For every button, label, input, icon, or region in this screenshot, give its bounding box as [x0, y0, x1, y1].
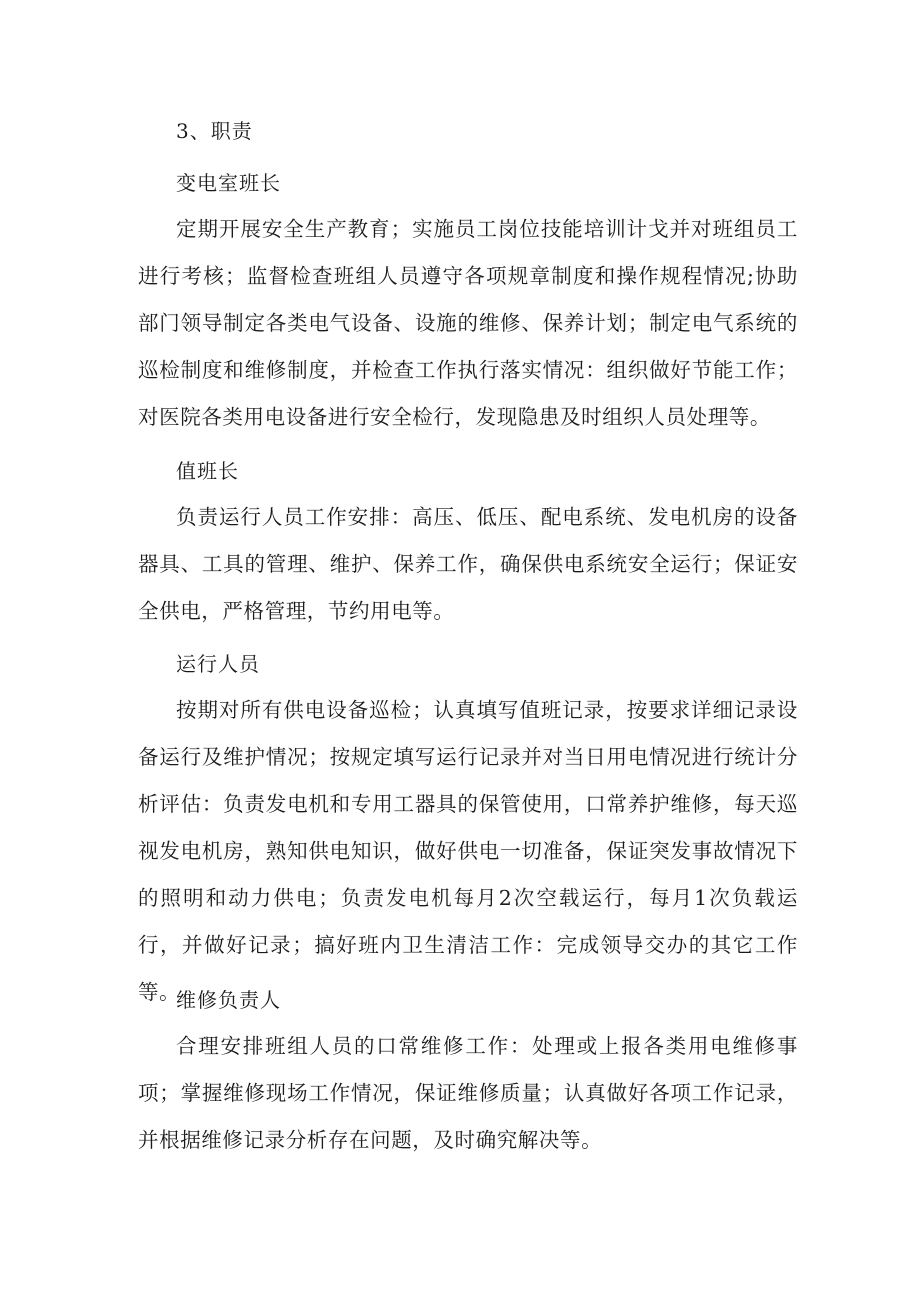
role-title-operators: 运行人员	[176, 652, 260, 676]
role-body-shift-leader: 负责运行人员工作安排：高压、低压、配电系统、发电机房的设备器具、工具的管理、维护、保养工作，确保供电系统安全运行；保证安全供电，严格管理，节约用电等。	[138, 505, 798, 623]
role-body-operators: 按期对所有供电设备巡检；认真填写值班记录，按要求详细记录设备运行及维护情况；按规定填写运行记录并对当日用电情况进行统计分析评估：负责发电机和专用工器具的保管使用，口常养护维修，每天巡视发电机房，熟知供电知识，做好供电一切准备，保证突发事故情况下的照明和动力供电；负责发电机每月2次空载运行，每月1次负载运行，并做好记录；搞好班内卫生清洁工作：完成领导交办的其它工作等。	[138, 698, 798, 1004]
role-title-maintenance-lead: 维修负责人	[176, 988, 281, 1012]
section-heading: 3、职责	[176, 119, 253, 143]
role-body-maintenance-lead: 合理安排班组人员的口常维修工作：处理或上报各类用电维修事项；掌握维修现场工作情况，保证维修质量；认真做好各项工作记录，并根据维修记录分析存在问题，及时确究解决等。	[138, 1034, 798, 1152]
role-body-substation-leader: 定期开展安全生产教育；实施员工岗位技能培训计戈并对班组员工进行考核；监督检查班组人员遵守各项规章制度和操作规程情况;协助部门领导制定各类电气设备、设施的维修、保养计划；制定电气系统的巡检制度和维修制度，并检查工作执行落实情况：组织做好节能工作；对医院各类用电设备进行安全检行，发现隐患及时组织人员处理等。	[138, 217, 798, 429]
role-title-shift-leader: 值班长	[176, 459, 239, 483]
role-title-substation-leader: 变电室班长	[176, 171, 281, 195]
